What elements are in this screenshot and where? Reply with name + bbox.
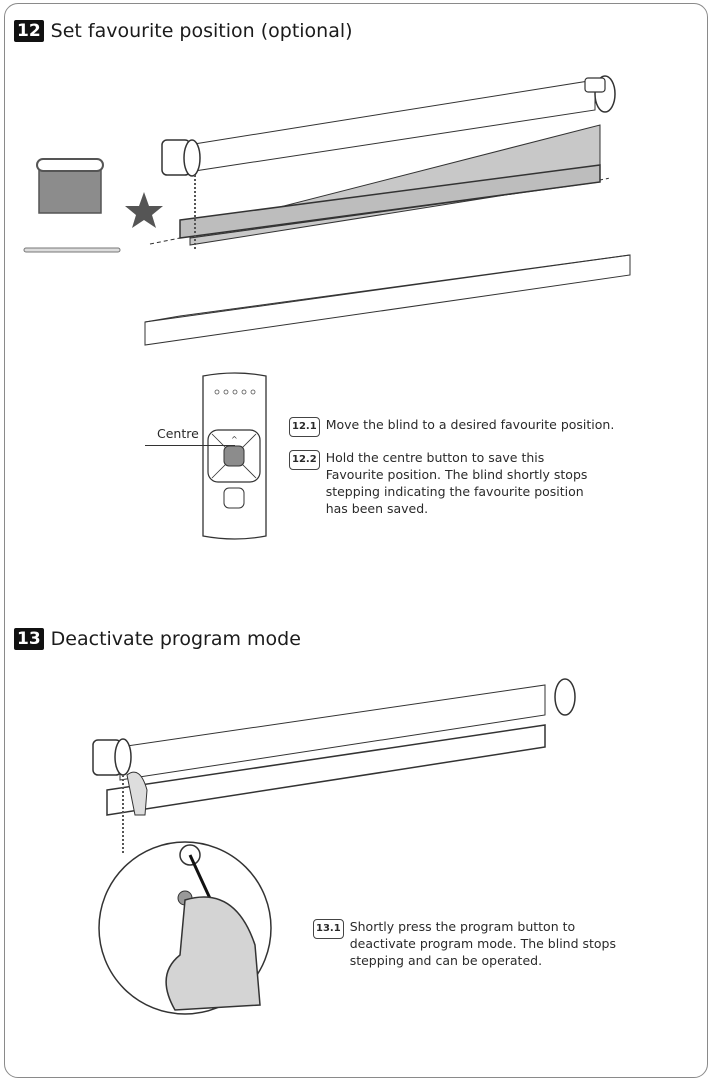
instruction-13-1 — [313, 918, 630, 969]
step-title: Deactivate program mode — [50, 628, 301, 650]
remote-control — [200, 370, 270, 545]
step-number-badge: 12 — [14, 20, 44, 42]
instruction-12-1 — [289, 416, 616, 437]
instruction-text: Shortly press the program button to deactivate program mode. The blind stops stepping and can be operated. — [349, 919, 617, 968]
substep-badge: 12.1 — [289, 417, 320, 437]
step-13-header — [14, 628, 301, 650]
instruction-text: Move the blind to a desired favourite position. — [325, 417, 615, 432]
step-12-header — [14, 20, 353, 42]
instruction-text: Hold the centre button to save this Favourite position. The blind shortly stops stepping indicating the favourite position has been saved. — [325, 450, 588, 516]
centre-label: Centre — [157, 426, 199, 441]
step-title: Set favourite position (optional) — [50, 20, 353, 42]
svg-text:^: ^ — [231, 435, 238, 444]
program-button-illustration — [85, 665, 585, 1035]
roller-blind-illustration — [140, 70, 640, 360]
centre-leader-line — [145, 445, 235, 446]
step-number-badge: 13 — [14, 628, 44, 650]
substep-badge: 13.1 — [313, 919, 344, 939]
instruction-12-2 — [289, 449, 588, 517]
substep-badge: 12.2 — [289, 450, 320, 470]
